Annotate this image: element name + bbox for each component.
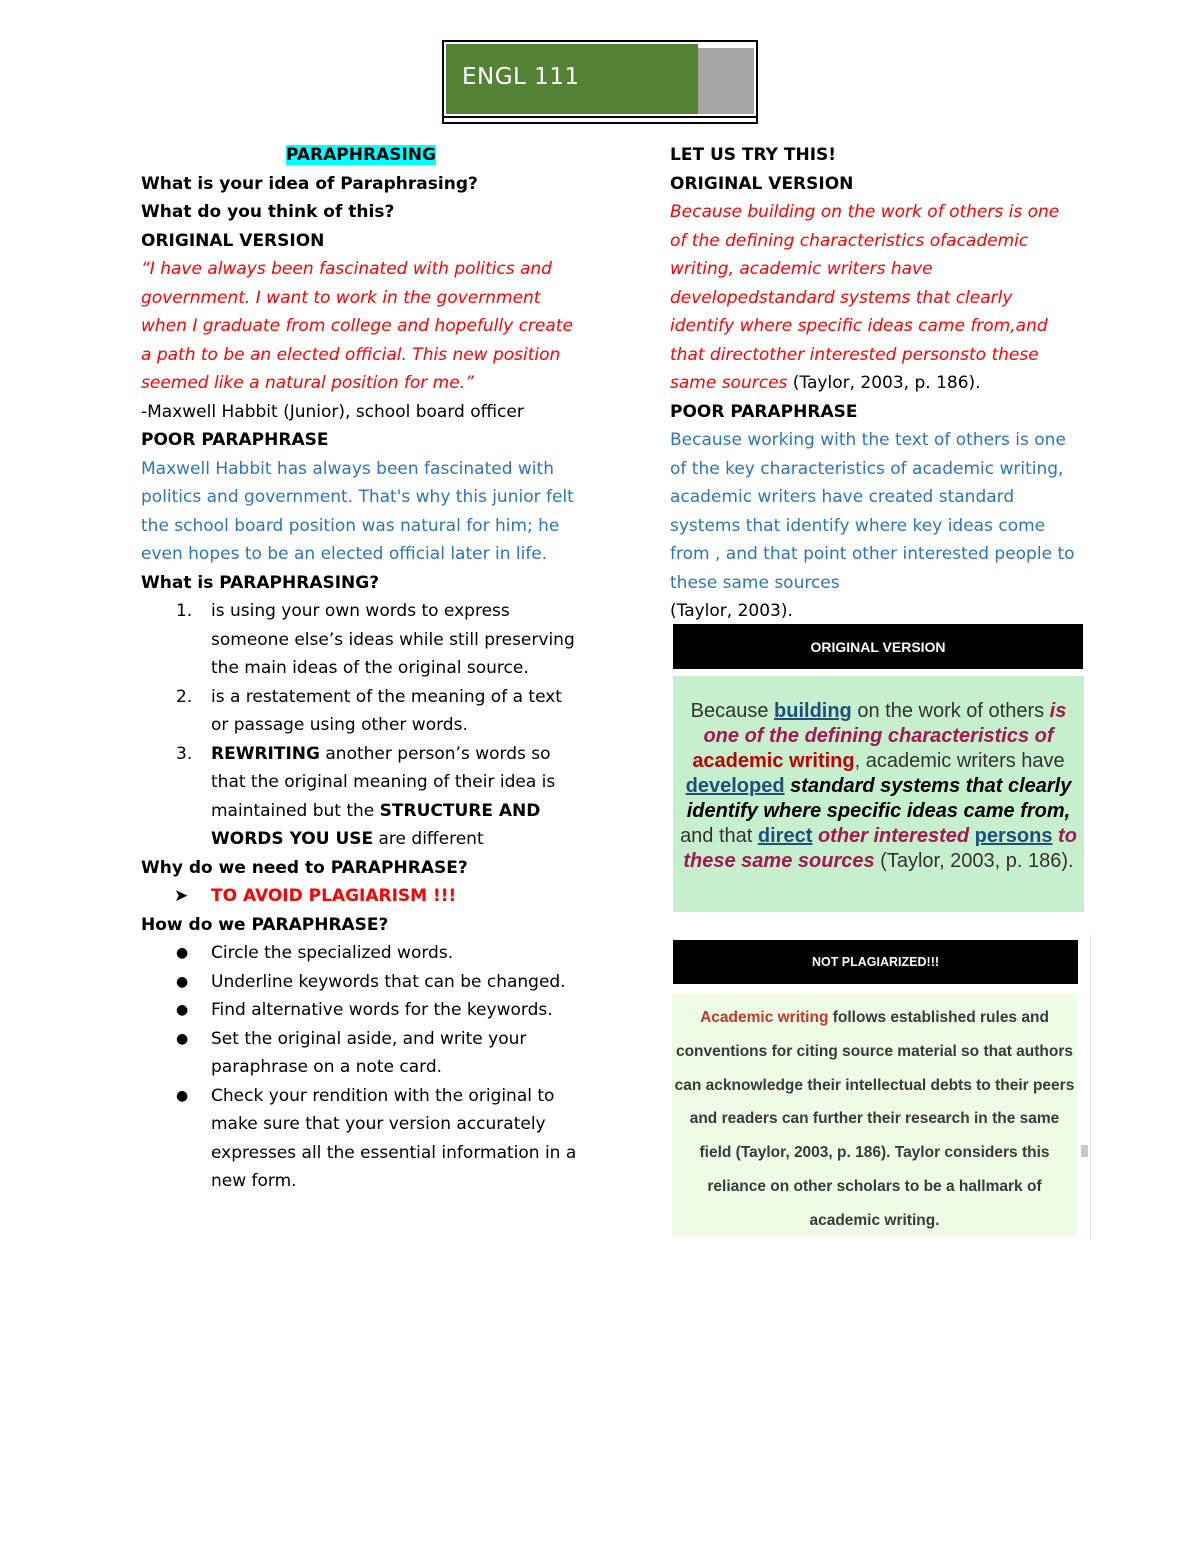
how-heading: How do we PARAPHRASE? bbox=[141, 914, 389, 935]
definition-item bbox=[141, 597, 581, 683]
round-bullet-icon: ● bbox=[176, 973, 189, 990]
card2-lead-term: Academic writing bbox=[700, 1009, 829, 1026]
step-text: Set the original aside, and write your paraphrase on a note card. bbox=[211, 1028, 527, 1077]
badge-bottom-bar bbox=[444, 116, 756, 122]
card-text: and that bbox=[680, 825, 758, 847]
card-text: on the work of others bbox=[851, 700, 1050, 722]
avoid-plagiarism-text: TO AVOID PLAGIARISM !!! bbox=[211, 886, 457, 906]
what-is-heading: What is PARAPHRASING? bbox=[141, 572, 380, 593]
card-phrase: other interested bbox=[817, 825, 970, 847]
round-bullet-icon: ● bbox=[176, 945, 189, 961]
original-quote: “I have always been fascinated with politics and government. I want to work in the government when I graduate from college and hopefully create a path to be an elected official. This new position seemed like a natural position for me.” bbox=[141, 259, 573, 393]
card-specialized-term: academic writing bbox=[692, 750, 855, 772]
definition-bold-2: STRUCTURE AND WORDS YOU USE bbox=[211, 800, 541, 849]
card-keyword: developed bbox=[685, 775, 785, 797]
avoid-plagiarism-row bbox=[141, 882, 581, 911]
badge-green-block bbox=[446, 44, 698, 114]
right-original-text: Because building on the work of others is one of the defining characteristics ofacademic writing, academic writers have developedstandard systems that clearly identify where specific ideas came from,and that directother interested personsto these same sources bbox=[670, 202, 1060, 393]
definition-text: another person’s words so that the original meaning of their idea is maintained but the bbox=[211, 743, 556, 821]
not-plagiarized-header: NOT PLAGIARIZED!!! bbox=[673, 940, 1078, 984]
definition-number: 3. bbox=[176, 743, 193, 764]
scrollbar-thumb[interactable] bbox=[1081, 1145, 1088, 1157]
right-poor-citation: (Taylor, 2003). bbox=[670, 601, 793, 621]
definition-text: is using your own words to express someone else’s ideas while still preserving the main ideas of the original source. bbox=[211, 601, 575, 678]
card-text: Because bbox=[690, 700, 775, 722]
steps-list bbox=[141, 939, 581, 1196]
try-heading: LET US TRY THIS! bbox=[670, 145, 837, 165]
original-label: ORIGINAL VERSION bbox=[141, 230, 325, 251]
definition-item bbox=[141, 740, 581, 854]
definition-text-end: are different bbox=[373, 829, 484, 849]
original-card-body bbox=[673, 676, 1084, 912]
definition-bold-1: REWRITING bbox=[211, 743, 320, 764]
quote-attribution: -Maxwell Habbit (Junior), school board officer bbox=[141, 401, 524, 422]
right-original-block bbox=[670, 198, 1080, 398]
heading-row bbox=[141, 141, 581, 170]
round-bullet-icon: ● bbox=[176, 1030, 189, 1047]
page-heading: PARAPHRASING bbox=[286, 145, 436, 165]
course-title: ENGL 111 bbox=[462, 64, 580, 90]
original-card-header: ORIGINAL VERSION bbox=[673, 624, 1083, 669]
step-item bbox=[141, 939, 581, 968]
poor-paraphrase-text: Maxwell Habbit has always been fascinated with politics and government. That's why this junior felt the school board position was natural for him; he even hopes to be an elected official later in life. bbox=[141, 458, 574, 564]
card-keyword: persons bbox=[974, 825, 1053, 847]
badge-gray-block bbox=[698, 48, 754, 114]
poor-paraphrase-label: POOR PARAPHRASE bbox=[141, 430, 329, 450]
step-text: Circle the specialized words. bbox=[211, 943, 454, 963]
step-text: Find alternative words for the keywords. bbox=[211, 1000, 553, 1020]
step-text: Check your rendition with the original to make sure that your version accurately expresses all the essential information in a new form. bbox=[211, 1085, 577, 1191]
step-text: Underline keywords that can be changed. bbox=[211, 971, 566, 992]
left-column bbox=[141, 141, 581, 1196]
step-item bbox=[141, 996, 581, 1025]
definition-item bbox=[141, 683, 581, 740]
right-column bbox=[670, 141, 1080, 626]
card-phrase: standard systems that clearly identify where specific ideas came from, bbox=[686, 775, 1072, 822]
question-2: What do you think of this? bbox=[141, 202, 395, 222]
card-keyword: direct bbox=[757, 825, 813, 847]
why-heading: Why do we need to PARAPHRASE? bbox=[141, 857, 468, 878]
definition-number: 2. bbox=[176, 686, 193, 707]
definition-text: is a restatement of the meaning of a text or passage using other words. bbox=[211, 686, 562, 735]
step-item bbox=[141, 1082, 581, 1196]
card-keyword: building bbox=[774, 700, 852, 722]
right-original-citation: (Taylor, 2003, p. 186). bbox=[787, 373, 981, 393]
definition-list bbox=[141, 597, 581, 854]
right-poor-text: Because working with the text of others is one of the key characteristics of academic writing, academic writers have created standard systems that identify where key ideas come from , and that point other interested people to these same sources bbox=[670, 430, 1075, 593]
card-citation: (Taylor, 2003, p. 186). bbox=[874, 850, 1074, 872]
round-bullet-icon: ● bbox=[176, 1002, 189, 1018]
round-bullet-icon: ● bbox=[176, 1087, 189, 1104]
step-item bbox=[141, 968, 581, 997]
card-phrase: is one of the defining characteristics of bbox=[703, 700, 1067, 747]
step-item bbox=[141, 1025, 581, 1082]
arrow-bullet-icon: ➤ bbox=[174, 886, 189, 906]
right-poor-label: POOR PARAPHRASE bbox=[670, 401, 858, 422]
card-text: , academic writers have bbox=[854, 750, 1065, 772]
right-original-label: ORIGINAL VERSION bbox=[670, 173, 854, 194]
not-plagiarized-body bbox=[672, 994, 1077, 1236]
card-phrase: to these same sources bbox=[683, 825, 1077, 872]
question-1: What is your idea of Paraphrasing? bbox=[141, 173, 478, 194]
definition-number: 1. bbox=[176, 601, 193, 621]
card2-text: follows established rules and conventions for citing source material so that authors can acknowledge their intellectual debts to their peers and readers can further their research in the same field (Taylor, 2003, p. 186). Taylor considers this reliance on other scholars to be a hallmark of academic writing. bbox=[674, 1009, 1075, 1229]
course-badge bbox=[442, 40, 758, 124]
